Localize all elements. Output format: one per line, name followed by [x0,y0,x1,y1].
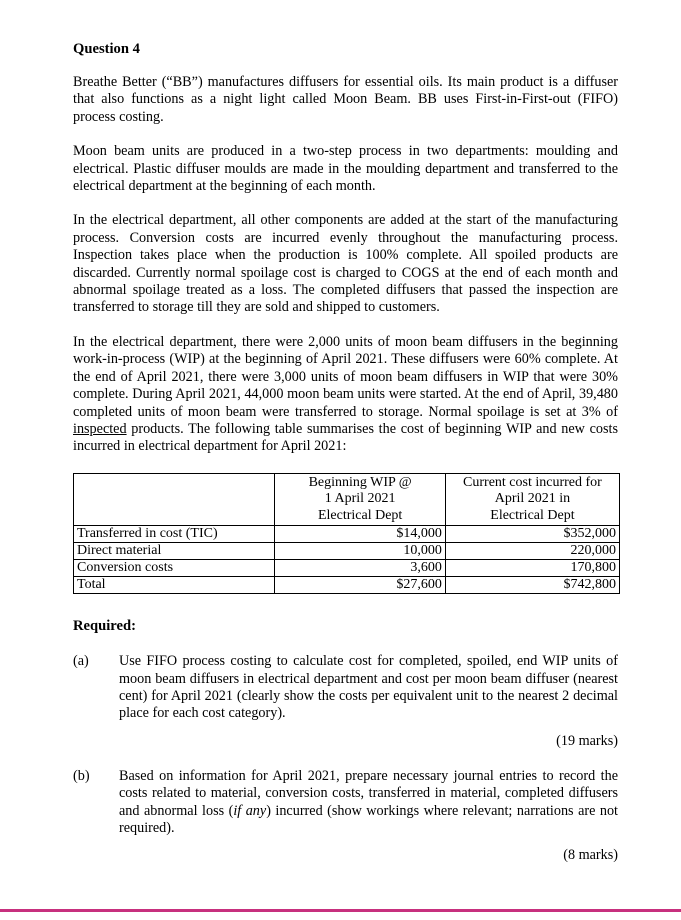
question-title: Question 4 [73,41,140,57]
footer-divider [0,909,681,912]
required-item-b [73,768,618,838]
cost-table-header-row [74,473,620,526]
row-begin-value: $27,600 [275,577,445,594]
table-row [74,577,620,594]
intro-paragraph: Breathe Better (“BB”) manufactures diffusers for essential oils. Its main product is a diffuser that also functions as a night light called Moon Beam. BB uses First-in-First-out (FIFO) process costing. [73,74,618,125]
april-data-text-2: products. The following table summarises the cost of beginning WIP and new costs incurred in electrical department for April 2021: [73,420,618,455]
row-label: Total [74,577,275,594]
electrical-dept-paragraph: In the electrical department, all other components are added at the start of the manufacturing process. Conversion costs are incurred evenly throughout the manufacturing process. Inspection takes place when the production is 100% complete. All spoiled products are discarded. Currently normal spoilage cost is charged to COGS at the end of each month and abnormal spoilage treated as a loss. The completed diffusers that passed the inspection are transferred to storage till they are sold and shipped to customers. [73,212,618,316]
row-current-value: 170,800 [445,560,619,577]
if-any-italic: if any [233,802,267,819]
april-data-text-1: In the electrical department, there were 2,000 units of moon beam diffusers in the beginning work-in-process (WIP) at the beginning of April 2021. These diffusers were 60% complete. At the end of April 2021, there were 3,000 units of moon beam diffusers in WIP that were 30% complete. During April 2021, 44,000 moon beam units were started. At the end of April, 39,480 completed units of moon beam were transferred to storage. Normal spoilage is set at 3% of [73,333,618,420]
question-page [73,28,618,864]
row-current-value: 220,000 [445,543,619,560]
header-beginning-wip: Beginning WIP @ 1 April 2021 Electrical Dept [275,473,445,526]
item-b-marks: (8 marks) [563,847,618,864]
table-row [74,526,620,543]
row-label: Conversion costs [74,560,275,577]
process-paragraph: Moon beam units are produced in a two-step process in two departments: moulding and electrical. Plastic diffuser moulds are made in the moulding department and transferred to the electrical department at the beginning of each month. [73,143,618,195]
table-row [74,560,620,577]
table-row [74,543,620,560]
row-begin-value: 10,000 [275,543,445,560]
april-data-paragraph [73,334,618,456]
header-current-cost: Current cost incurred for April 2021 in Electrical Dept [445,473,619,526]
row-begin-value: $14,000 [275,526,445,543]
inspected-underlined: inspected [73,420,127,437]
item-a-text: Use FIFO process costing to calculate cost for completed, spoiled, end WIP units of moon beam diffusers in electrical department and cost per moon beam diffuser (nearest cent) for April 2021 (clearly show the costs per equivalent unit to the nearest 2 decimal place for each cost category). [119,653,618,722]
item-a-marks: (19 marks) [556,732,618,749]
item-a-letter: (a) [73,653,89,670]
header-empty-cell [74,473,275,526]
item-b-letter: (b) [73,767,90,784]
row-label: Transferred in cost (TIC) [74,526,275,543]
required-title: Required: [73,618,136,635]
cost-table [73,473,620,595]
row-label: Direct material [74,543,275,560]
required-item-a [73,653,618,723]
row-current-value: $742,800 [445,577,619,594]
row-current-value: $352,000 [445,526,619,543]
row-begin-value: 3,600 [275,560,445,577]
item-b-text: Based on information for April 2021, prepare necessary journal entries to record the costs related to material, conversion costs, transferred in material, completed diffusers and abnormal loss (if any) incurred (show workings where relevant; narrations are not required). [119,767,618,837]
